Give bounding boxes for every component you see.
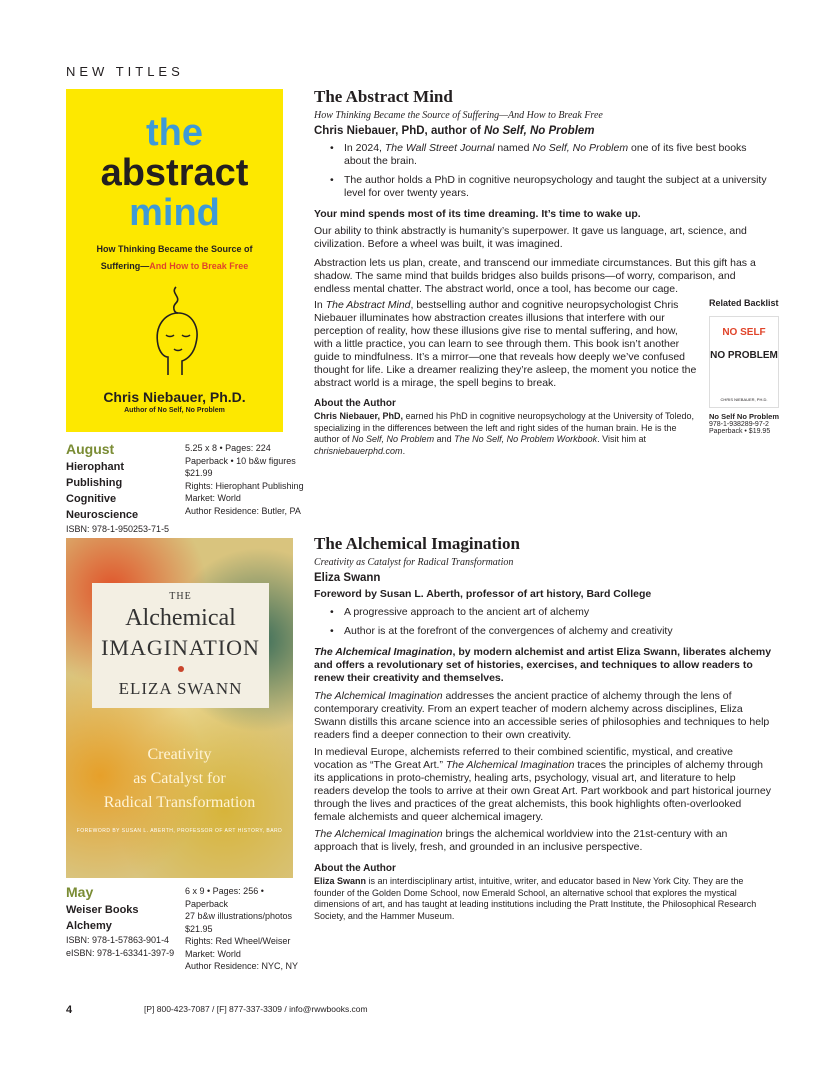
related-cover-red: NO SELF [722, 327, 766, 338]
category: Cognitive Neuroscience [66, 493, 139, 521]
pub-month: May [66, 884, 94, 900]
spec-line: Market: World [185, 948, 241, 959]
book1-meta-left [66, 441, 182, 548]
paragraph: Abstraction lets us plan, create, and transcend our immediate circumstances. But this gift has a shadow. The same mind that builds bridges also builds prisons—of worry, comparison, and endless mental chatter. The abstract world, once a tool, has become our cage. [314, 257, 756, 295]
about-heading: About the Author [314, 398, 396, 409]
book2-specs [185, 885, 305, 973]
publisher: Hierophant Publishing [66, 461, 125, 489]
book2-text [314, 534, 774, 638]
cover-author: Chris Niebauer, Ph.D. [103, 389, 246, 405]
spec-line: Market: World [185, 493, 241, 503]
book-subtitle: Creativity as Catalyst for Radical Transformation [314, 557, 514, 568]
cover-subtitle-line2a: Suffering— [100, 261, 150, 271]
related-book-cover[interactable] [709, 316, 779, 408]
face-line-art-icon [146, 279, 204, 379]
spec-line: Author Residence: Butler, PA [185, 505, 301, 516]
cover-subtitle-line2b: And How to Break Free [149, 261, 249, 271]
spec-line: 27 b&w illustrations/photos [185, 911, 293, 921]
spec-line: Author Residence: NYC, NY [185, 961, 299, 971]
book2-meta-left [66, 884, 182, 959]
related-title: No Self No Problem [709, 412, 780, 421]
book-title: The Abstract Mind [314, 87, 453, 106]
cover-subtitle-line1: How Thinking Became the Source of [96, 244, 253, 254]
cover-author: ELIZA SWANN [118, 679, 243, 698]
about-heading: About the Author [314, 863, 396, 874]
cover-foreword: FOREWORD BY SUSAN L. ABERTH, PROFESSOR OF ART HISTORY, BARD [76, 828, 283, 834]
spec-line: 6 x 9 • Pages: 256 • Paperback [185, 886, 264, 909]
foreword-line: Foreword by Susan L. Aberth, professor of art history, Bard College [314, 588, 652, 600]
cover-word-the: the [146, 112, 203, 154]
cover-subtitle [76, 241, 273, 275]
cover-the: THE [169, 591, 192, 602]
related-heading: Related Backlist [709, 298, 779, 308]
bullet-item: • A progressive approach to the ancient art of alchemy [314, 606, 774, 619]
eisbn: eISBN: 978-1-63341-397-9 [66, 947, 175, 958]
author-book: No Self, No Problem [483, 125, 595, 137]
related-cover-author: CHRIS NIEBAUER, PH.D. [720, 397, 768, 402]
book-title: The Alchemical Imagination [314, 534, 520, 553]
spec-line: Paperback • 10 b&w figures [185, 455, 296, 466]
cover-tagline: Creativity as Catalyst for Radical Transformation [103, 746, 256, 811]
bullet-list [314, 142, 774, 200]
cover-title-panel [92, 583, 269, 708]
about-text: Eliza Swann is an interdisciplinary artist, intuitive, writer, and educator based in New York City. They are the founder of the Golden Dome School, now Emerald School, an alternative school that explores the mystical dimensions of art, and has taught at leading institutions including the Pratt Institute, the Philosophical Research Society, and the Hammer Museum. [314, 876, 757, 921]
paragraph: In medieval Europe, alchemists referred to their combined scientific, mystical, and creative vocation as “The Great Art.” The Alchemical Imagination traces the principles of alchemy through its applications in proto-chemistry, healing arts, psychology, visual art, and literature to help readers develop the tools to arrive at their own Great Art. Part workbook and part historical journey through the lives and practices of the great alchemists, this book highlights often-overlooked female alchemists and queer alchemical imagery. [314, 746, 771, 823]
author-prefix: Chris Niebauer, PhD, author of [314, 125, 484, 137]
related-price: Paperback • $19.95 [709, 428, 771, 435]
cover-word-mind: mind [129, 192, 220, 234]
contact-info: [P] 800-423-7087 / [F] 877-337-3309 / info@rwwbooks.com [144, 1004, 368, 1014]
section-header: NEW TITLES [66, 64, 184, 79]
paragraph: In The Abstract Mind, bestselling author and cognitive neuropsychologist Chris Niebauer illuminates how abstraction creates illusions that interfere with our perception of reality, how these illusions give rise to mental suffering, and how, with a little practice, you can learn to see through them. This book isn’t another guide to mindfulness. It’s a mirror—one that reveals how deeply we’ve confused thought for life. Like a dreamer realizing they’re asleep, the moment you notice the abstract world is a mirage, the spell begins to break. [314, 299, 697, 389]
spec-line: 5.25 x 8 • Pages: 224 [185, 443, 271, 453]
related-backlist [709, 298, 781, 435]
related-cover-black: NO PROBLEM [710, 350, 778, 361]
paragraph: The Alchemical Imagination brings the alchemical worldview into the 21st-century with an approach that is lively, fresh, and grounded in an inclusive perspective. [314, 828, 728, 853]
paragraph: Our ability to think abstractly is humanity’s superpower. It gave us language, art, science, and civilization. Before a wheel was built, it was imagined. [314, 225, 747, 250]
publisher: Weiser Books [66, 904, 139, 916]
spec-line: Rights: Hierophant Publishing [185, 480, 304, 491]
lead-paragraph: The Alchemical Imagination, by modern alchemist and artist Eliza Swann, liberates alchemy and offers a revolutionary set of histories, exercises, and techniques to allow readers to renew their creativity and themselves. [314, 646, 772, 684]
lead-sentence: Your mind spends most of its time dreaming. It’s time to wake up. [314, 208, 641, 220]
category: Alchemy [66, 920, 112, 932]
book-cover-abstract-mind[interactable] [66, 89, 283, 432]
bullet-item: • The author holds a PhD in cognitive neuropsychology and taught the subject at a university level for over twenty years. [314, 174, 774, 200]
bullet-list [314, 606, 774, 638]
book-cover-alchemical-imagination[interactable] [66, 538, 293, 878]
bullet-item: • In 2024, The Wall Street Journal named No Self, No Problem one of its five best books about the brain. [314, 142, 774, 168]
spec-line: Rights: Red Wheel/Weiser [185, 936, 291, 946]
author-website-link[interactable]: chrisniebauerphd.com [314, 445, 403, 456]
cover-title-1: Alchemical [125, 605, 236, 631]
related-isbn: 978-1-938289-97-2 [709, 421, 769, 428]
cover-word-abstract: abstract [100, 152, 249, 194]
author-line [314, 125, 774, 137]
spec-line: $21.99 [185, 468, 213, 478]
book1-text [314, 87, 774, 200]
cover-dot [178, 666, 184, 672]
about-text: Chris Niebauer, PhD, earned his PhD in cognitive neuropsychology at the University of Toledo, specializing in the differences between the left and right sides of the human brain. He is the author of No Self, No Problem and The No Self, No Problem Workbook. Visit him at chrisniebauerphd.com. [314, 411, 695, 456]
isbn: ISBN: 978-1-950253-71-5 [66, 524, 170, 534]
isbn: ISBN: 978-1-57863-901-4 [66, 935, 170, 945]
author-line: Eliza Swann [314, 572, 381, 584]
page-number: 4 [66, 1004, 73, 1016]
book-subtitle: How Thinking Became the Source of Suffering—And How to Break Free [314, 110, 603, 121]
cover-title-2: IMAGINATION [101, 635, 260, 660]
paragraph: The Alchemical Imagination addresses the ancient practice of alchemy through the lens of contemporary creativity. From an expert teacher of modern alchemy across disciplines, Eliza Swann distills this arcane science into an accessible series of philosophies and techniques to help readers find a deeper connection to their own creativity. [314, 690, 770, 741]
book1-specs [185, 442, 305, 517]
cover-author-sub: Author of No Self, No Problem [124, 407, 225, 414]
bullet-item: • Author is at the forefront of the convergences of alchemy and creativity [314, 625, 774, 638]
spec-line: $21.95 [185, 923, 213, 934]
pub-month: August [66, 441, 115, 457]
